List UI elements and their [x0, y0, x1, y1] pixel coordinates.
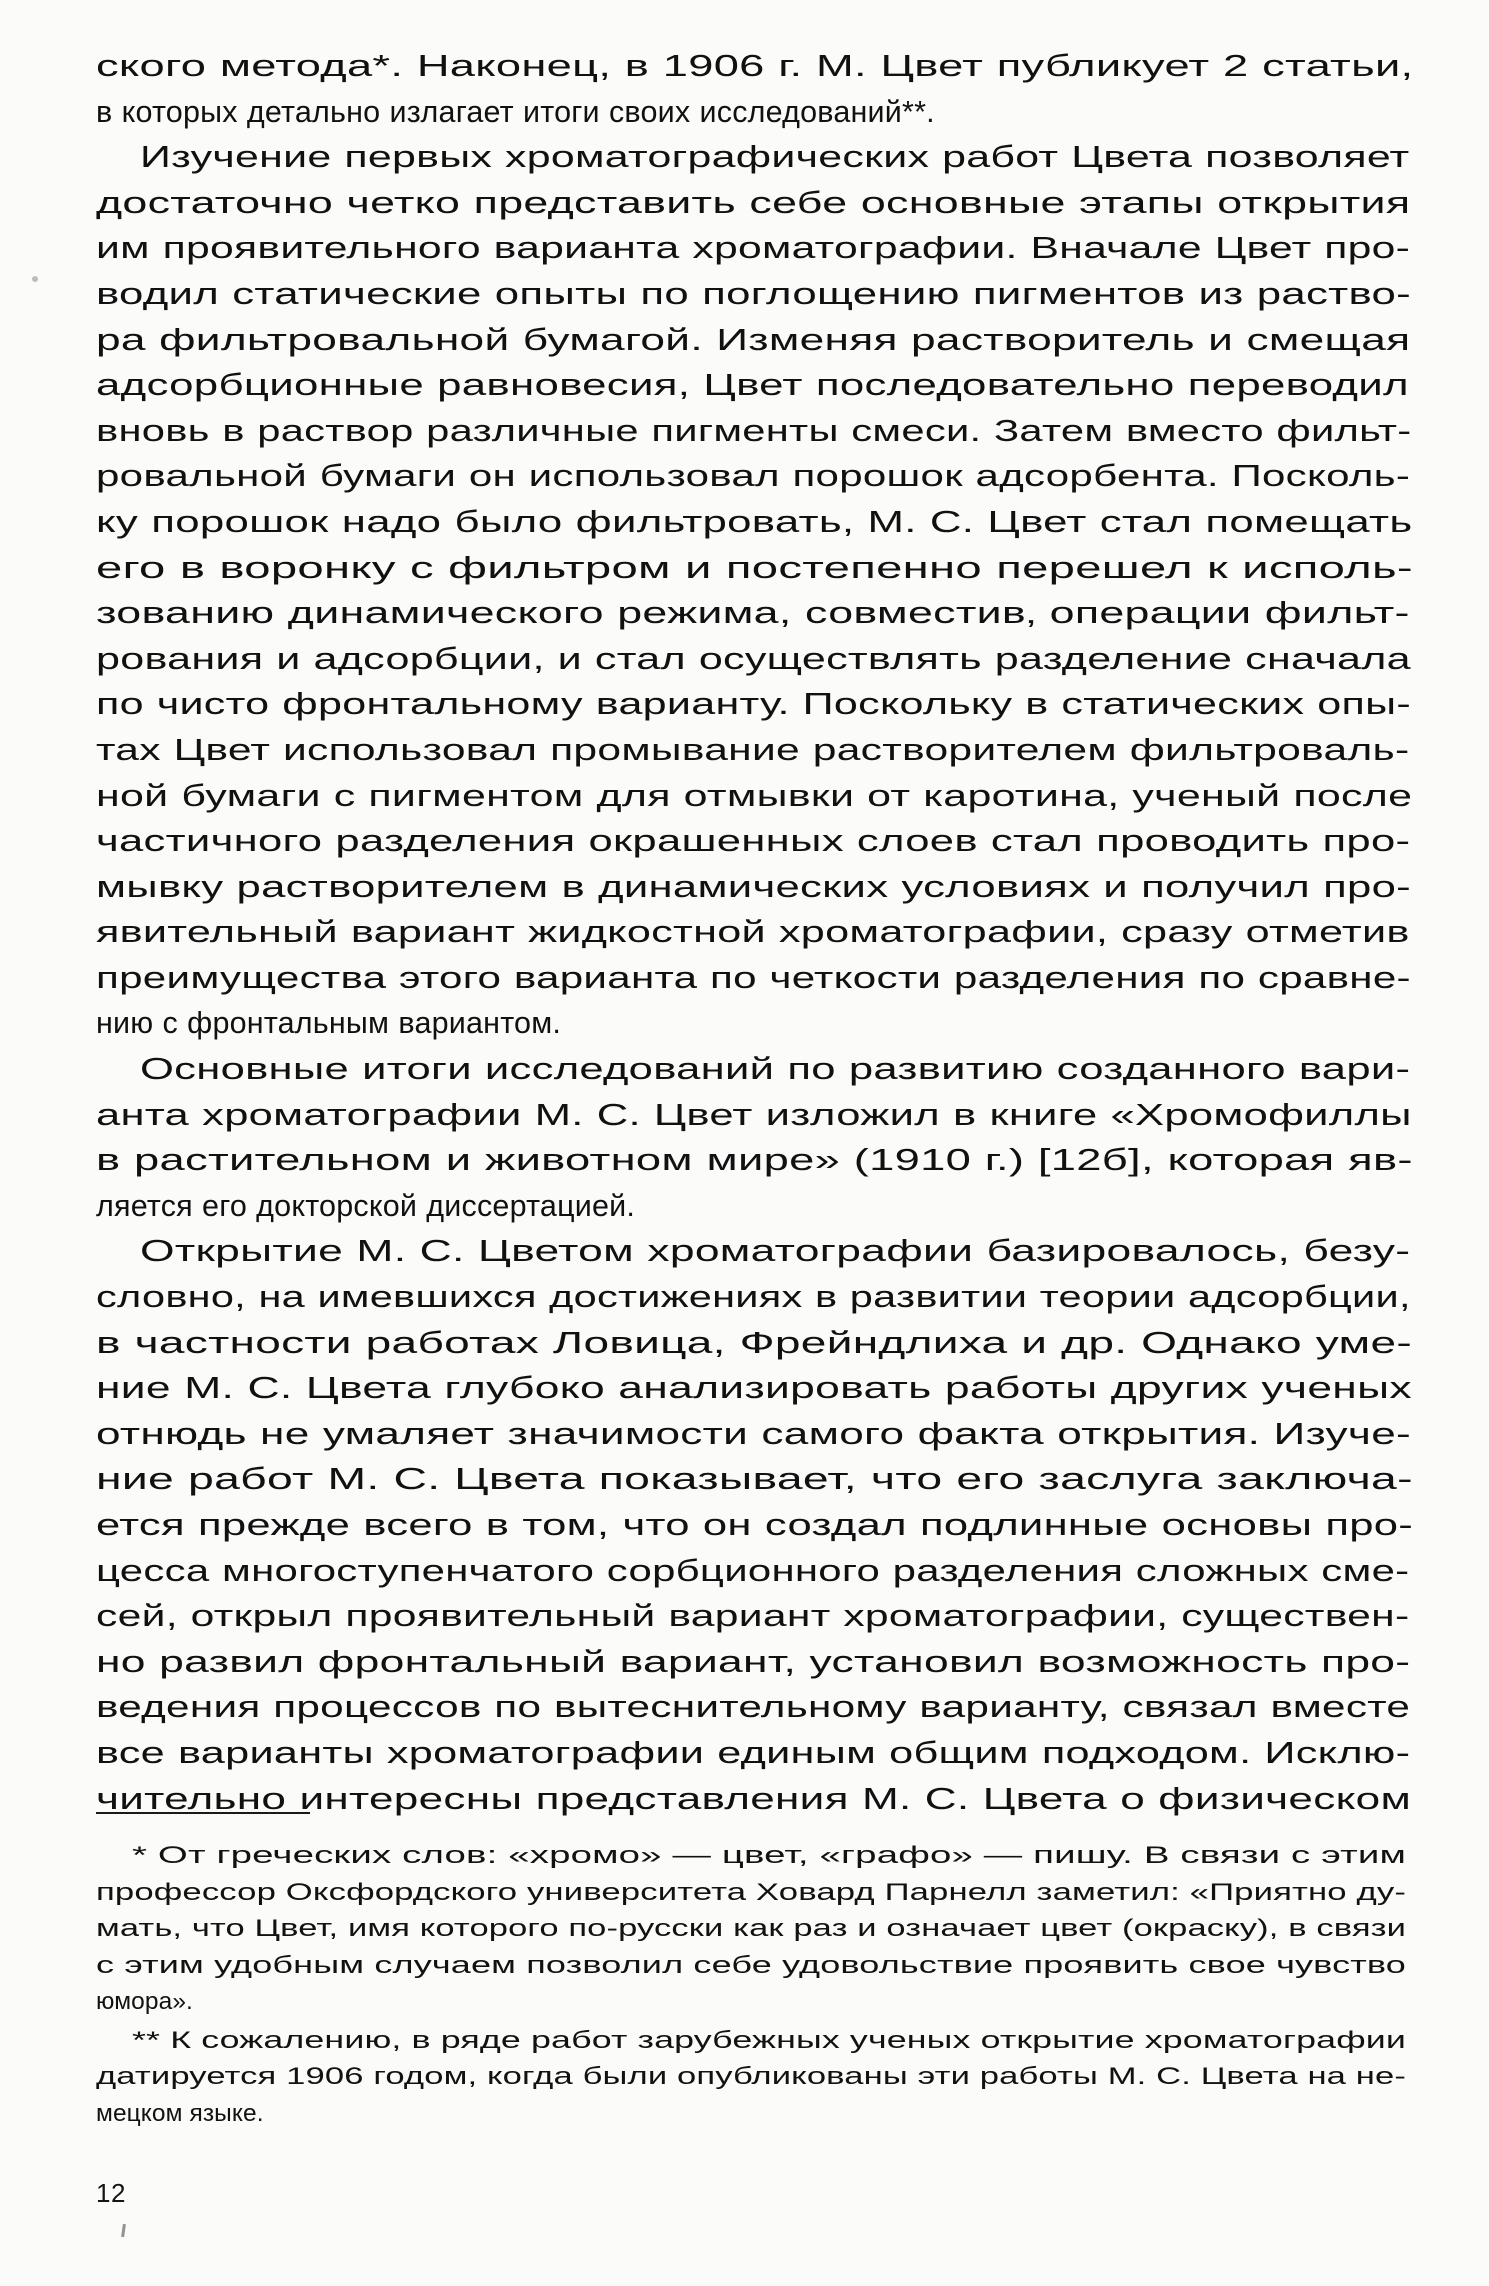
footnote-line: мать, что Цвет, имя которого по-русски как раз и означает цвет (окраску), в связи: [96, 1915, 1406, 1942]
text-line: вновь в раствор различные пигменты смеси. Затем вместо фильт-: [96, 413, 1412, 448]
paragraph-main-results: [96, 1047, 1413, 1229]
footnote-line: датируется 1906 годом, когда были опубликованы эти работы М. С. Цвета на не-: [96, 2063, 1407, 2090]
text-line: рования и адсорбции, и стал осуществлять разделение сначала: [96, 641, 1411, 676]
text-line: преимущества этого варианта по четкости разделения по сравне-: [96, 960, 1411, 995]
text-line: мывку растворителем в динамических условиях и получил про-: [96, 869, 1411, 904]
footnote-line: юмора».: [96, 1988, 193, 2015]
text-line: в частности работах Ловица, Фрейндлиха и др. Однако уме-: [96, 1325, 1413, 1360]
text-line: ра фильтровальной бумагой. Изменяя растворитель и смещая: [96, 322, 1411, 357]
text-line: ние работ М. С. Цвета показывает, что его заслуга заключа-: [96, 1462, 1413, 1497]
text-line: словно, на имевшихся достижениях в развитии теории адсорбции,: [96, 1280, 1411, 1315]
text-line: достаточно четко представить себе основные этапы открытия: [96, 185, 1411, 220]
text-line: в растительном и животном мире» (1910 г.) [12б], которая яв-: [96, 1143, 1413, 1178]
text-line: адсорбционные равновесия, Цвет последовательно переводил: [96, 368, 1409, 403]
text-line: его в воронку с фильтром и постепенно перешел к исполь-: [96, 550, 1413, 585]
text-line: явительный вариант жидкостной хроматографии, сразу отметив: [96, 915, 1410, 950]
text-line: ние М. С. Цвета глубоко анализировать работы других ученых: [96, 1371, 1412, 1406]
text-line: нию с фронтальным вариантом.: [96, 1006, 562, 1041]
text-line: ровальной бумаги он использовал порошок адсорбента. Посколь-: [96, 459, 1411, 494]
text-line: Изучение первых хроматографических работ Цвета позволяет: [140, 140, 1410, 175]
text-line: отнюдь не умаляет значимости самого факта открытия. Изуче-: [96, 1416, 1412, 1451]
text-line: ведения процессов по вытеснительному варианту, связал вместе: [96, 1690, 1411, 1725]
page-body-text: [96, 44, 1414, 1822]
footnote-line: ** К сожалению, в ряде работ зарубежных ученых открытие хроматографии: [132, 2026, 1407, 2054]
footnote-1: [96, 1838, 1406, 2021]
text-line: цесса многоступенчатого сорбционного разделения сложных сме-: [96, 1553, 1410, 1588]
text-line: водил статические опыты по поглощению пигментов из раство-: [96, 276, 1411, 311]
text-line: частичного разделения окрашенных слоев стал проводить про-: [96, 824, 1411, 859]
text-line: Открытие М. С. Цветом хроматографии базировалось, безу-: [140, 1234, 1411, 1269]
paragraph-continuation: [96, 44, 1414, 135]
text-line: ной бумаги с пигментом для отмывки от каротина, ученый после: [96, 778, 1413, 813]
text-line: ского метода*. Наконец, в 1906 г. М. Цвет публикует 2 статьи,: [96, 49, 1414, 83]
text-line: ется прежде всего в том, что он создал подлинные основы про-: [96, 1508, 1414, 1542]
text-line: Основные итоги исследований по развитию созданного вари-: [140, 1052, 1411, 1087]
text-line: им проявительного варианта хроматографии. Вначале Цвет про-: [96, 231, 1411, 266]
text-line: анта хроматографии М. С. Цвет изложил в книге «Хромофиллы: [96, 1097, 1412, 1132]
footnote-line: мецком языке.: [96, 2099, 264, 2127]
text-line: сей, открыл проявительный вариант хроматографии, существен-: [96, 1599, 1410, 1634]
text-line: но развил фронтальный вариант, установил возможность про-: [96, 1644, 1411, 1679]
footnote-line: профессор Оксфордского университета Ховард Парнелл заметил: «Приятно ду-: [96, 1878, 1407, 1906]
page-number: 12: [96, 2178, 126, 2208]
text-line: в которых детально излагает итоги своих исследований**.: [96, 94, 935, 129]
text-line: по чисто фронтальному варианту. Поскольку в статических опы-: [96, 687, 1411, 722]
footnote-2: [96, 2023, 1406, 2133]
text-line: тах Цвет использовал промывание растворителем фильтроваль-: [96, 732, 1410, 767]
footnote-line: * От греческих слов: «хромо» — цвет, «графо» — пишу. В связи с этим: [132, 1842, 1407, 1869]
paragraph-study-first-works: [96, 135, 1413, 1047]
scan-artifact-mark: [121, 2224, 126, 2237]
footnote-separator-rule: [96, 1812, 310, 1814]
text-line: ляется его докторской диссертацией.: [96, 1188, 636, 1223]
text-line: зованию динамического режима, совместив‚ операции фильт-: [96, 596, 1410, 631]
paragraph-discovery: [96, 1229, 1414, 1822]
text-line: все варианты хроматографии единым общим подходом. Исклю-: [96, 1735, 1411, 1770]
footnote-section: [96, 1838, 1406, 2132]
text-line: чительно интересны представления М. С. Цвета о физическом: [96, 1781, 1412, 1816]
text-line: ку порошок надо было фильтровать, М. С. Цвет стал помещать: [96, 504, 1413, 539]
footnote-line: с этим удобным случаем позволил себе удовольствие проявить свое чувство: [96, 1951, 1406, 1979]
scan-speck: [32, 276, 38, 282]
